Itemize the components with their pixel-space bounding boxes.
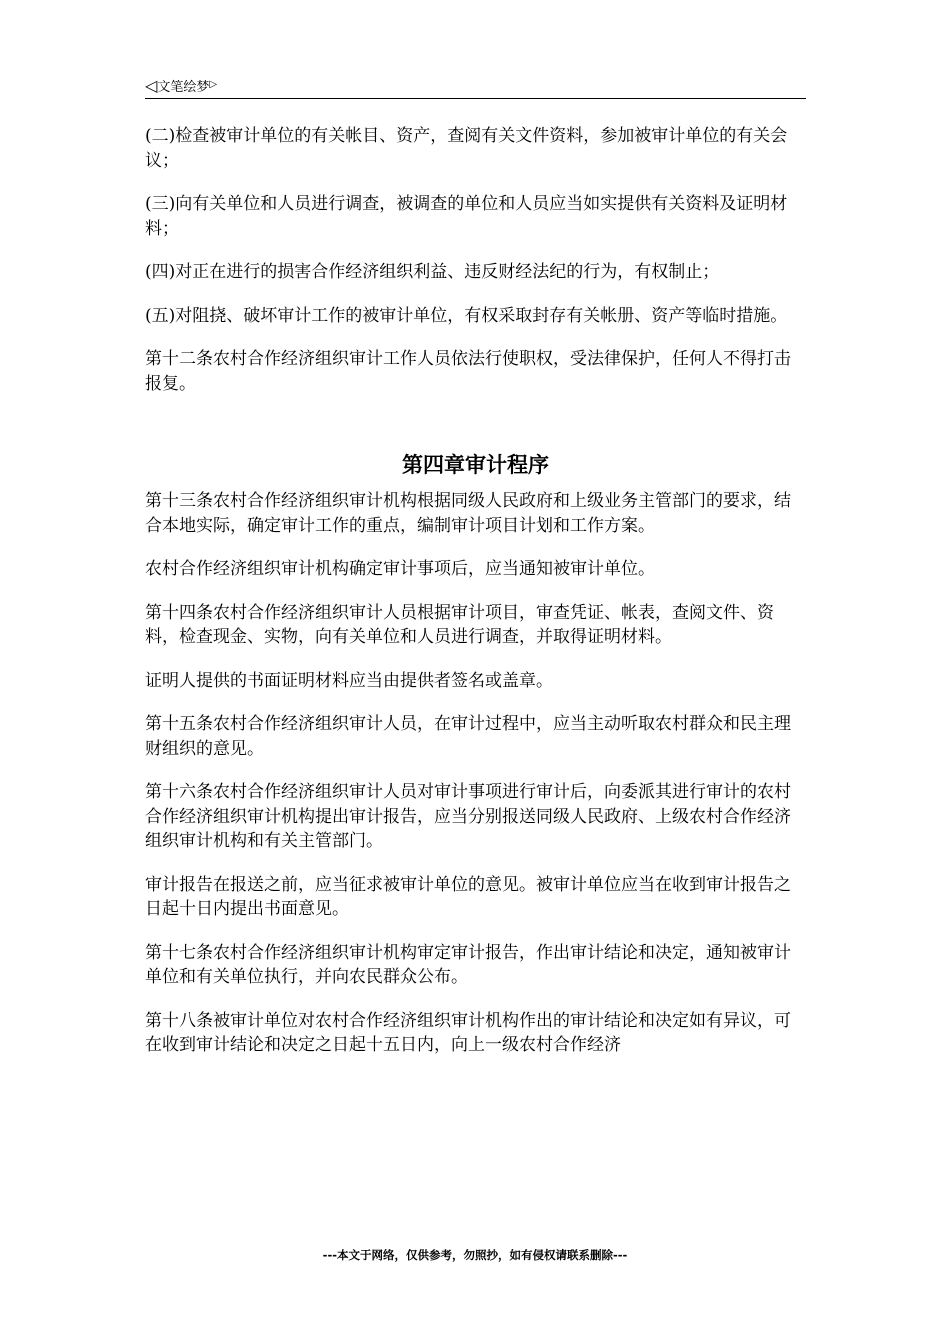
paragraph-item-2: (二)检查被审计单位的有关帐目、资产，查阅有关文件资料，参加被审计单位的有关会议； — [145, 126, 788, 171]
paragraph: 证明人提供的书面证明材料应当由提供者签名或盖章。 — [145, 670, 553, 691]
paragraph-item-5: (五)对阻挠、破坏审计工作的被审计单位，有权采取封存有关帐册、资产等临时措施。 — [145, 305, 788, 326]
paragraph-item-3: (三)向有关单位和人员进行调查，被调查的单位和人员应当如实提供有关资料及证明材料； — [145, 194, 788, 239]
paragraph-article-13: 第十三条农村合作经济组织审计机构根据同级人民政府和上级业务主管部门的要求，结合本地实际，确定审计工作的重点，编制审计项目计划和工作方案。 — [145, 491, 791, 536]
paragraph-item-4: (四)对正在进行的损害合作经济组织利益、违反财经法纪的行为，有权制止； — [145, 262, 720, 282]
paragraph: 农村合作经济组织审计机构确定审计事项后，应当通知被审计单位。 — [145, 559, 655, 579]
paragraph: 审计报告在报送之前，应当征求被审计单位的意见。被审计单位应当在收到审计报告之日起十日内提出书面意见。 — [145, 874, 791, 919]
footer-disclaimer: ---本文于网络，仅供参考，勿照抄，如有侵权请联系删除--- — [322, 1248, 628, 1262]
paragraph-article-12: 第十二条农村合作经济组织审计工作人员依法行使职权，受法律保护，任何人不得打击报复。 — [145, 349, 791, 394]
paragraph-article-18: 第十八条被审计单位对农村合作经济组织审计机构作出的审计结论和决定如有异议，可在收到审计结论和决定之日起十五日内，向上一级农村合作经济 — [145, 1010, 791, 1055]
paragraph-article-14: 第十四条农村合作经济组织审计人员根据审计项目，审查凭证、帐表，查阅文件、资料，检查现金、实物，向有关单位和人员进行调查，并取得证明材料。 — [145, 602, 774, 647]
right-triangle-icon: ▷ — [209, 79, 218, 90]
paragraph-article-17: 第十七条农村合作经济组织审计机构审定审计报告，作出审计结论和决定，通知被审计单位和有关单位执行，并向农民群众公布。 — [145, 942, 791, 987]
page-header — [145, 74, 806, 99]
chapter-title: 第四章审计程序 — [402, 452, 549, 477]
document-body — [145, 124, 806, 1058]
paragraph-article-16: 第十六条农村合作经济组织审计人员对审计事项进行审计后，向委派其进行审计的农村合作经济组织审计机构提出审计报告，应当分别报送同级人民政府、上级农村合作经济组织审计机构和有关主管部门。 — [145, 782, 791, 851]
paragraph-article-15: 第十五条农村合作经济组织审计人员，在审计过程中，应当主动听取农村群众和民主理财组织的意见。 — [145, 714, 791, 759]
header-title: 文笔绘梦 — [157, 80, 210, 95]
left-triangle-icon: ◁ — [145, 76, 158, 95]
